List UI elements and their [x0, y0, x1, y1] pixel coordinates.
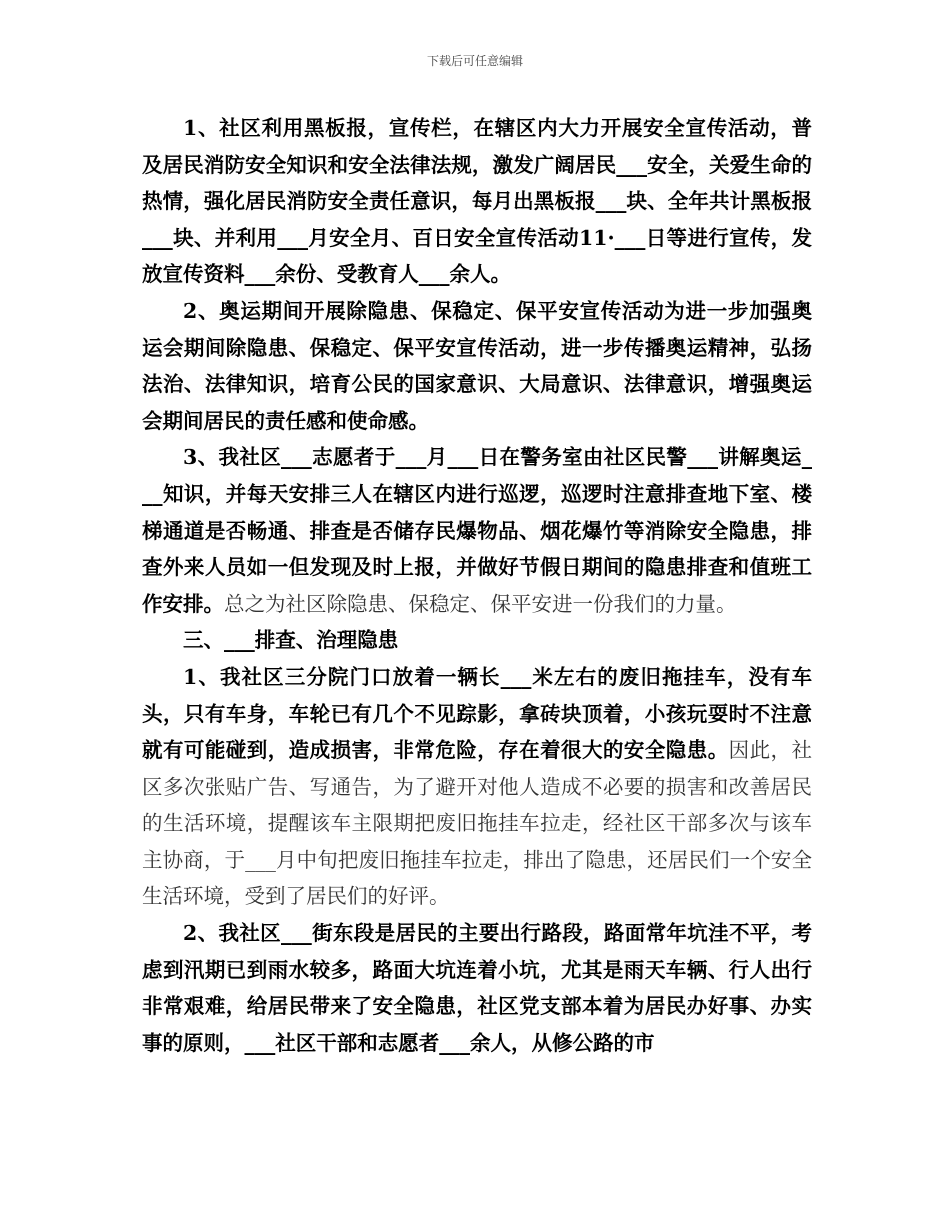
page-header: 下载后可任意编辑 — [426, 54, 523, 68]
paragraph-5 — [142, 915, 812, 1061]
paragraph-1-bold-text: 1、社区利用黑板报，宣传栏，在辖区内大力开展安全宣传活动，普及居民消防安全知识和安全法律法规，激发广阔居民___安全，关爱生命的热情，强化居民消防安全责任意识，每月出黑板报___块、全年共计黑板报___块、并利用___月安全月、百日安全宣传活动11·___日等进行宣传，发放宣传资料___余份、受教育人___余人。 — [142, 116, 812, 287]
paragraph-3-bold-text: 3、我社区___志愿者于___月___日在警务室由社区民警___讲解奥运___知识，并每天安排三人在辖区内进行巡逻，巡逻时注意排查地下室、楼梯通道是否畅通、排查是否储存民爆物品、烟花爆竹等消除安全隐患，排查外来人员如一但发现及时上报，并做好节假日期间的隐患排查和值班工作安排。 — [142, 445, 812, 616]
paragraph-2-bold-text: 2、奥运期间开展除隐患、保稳定、保平安宣传活动为进一步加强奥运会期间除隐患、保稳定、保平安宣传活动，进一步传播奥运精神，弘扬法治、法律知识，培育公民的国家意识、大局意识、法律意识，增强奥运会期间居民的责任感和使命感。 — [142, 298, 812, 433]
paragraph-3 — [142, 439, 812, 622]
paragraph-3-light-text: 总之为社区除隐患、保稳定、保平安进一份我们的力量。 — [224, 591, 737, 616]
paragraph-1 — [142, 110, 812, 293]
document-body — [142, 110, 812, 1061]
paragraph-4-bold-text: 1、我社区三分院门口放着一辆长___米左右的废旧拖挂车，没有车头，只有车身，车轮已有几个不见踪影，拿砖块顶着，小孩玩耍时不注意就有可能碰到，造成损害，非常危险，存在着很大的安全隐患。 — [142, 664, 812, 763]
section-heading-text: 三、___排查、治理隐患 — [183, 628, 399, 653]
paragraph-2 — [142, 293, 812, 439]
section-heading — [142, 622, 812, 659]
paragraph-4-light-text: 因此，社区多次张贴广告、写通告，为了避开对他人造成不必要的损害和改善居民的生活环境，提醒该车主限期把废旧拖挂车拉走，经社区干部多次与该车主协商，于___月中旬把废旧拖挂车拉走，排出了隐患，还居民们一个安全生活环境，受到了居民们的好评。 — [142, 738, 813, 909]
paragraph-4 — [142, 659, 812, 915]
paragraph-5-bold-text: 2、我社区___街东段是居民的主要出行路段，路面常年坑洼不平，考虑到汛期已到雨水较多，路面大坑连着小坑，尤其是雨天车辆、行人出行非常艰难，给居民带来了安全隐患，社区党支部本着为居民办好事、办实事的原则，___社区干部和志愿者___余人，从修公路的市 — [142, 921, 812, 1055]
